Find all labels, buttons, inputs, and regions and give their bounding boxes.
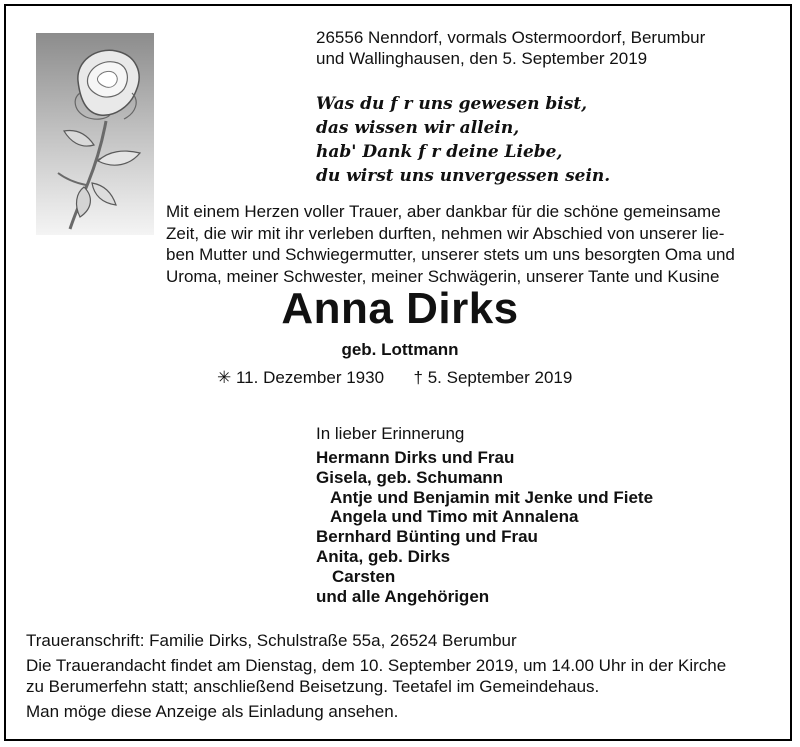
mourning-address: Traueranschrift: Familie Dirks, Schulstraße 55a, 26524 Berumbur xyxy=(26,631,517,650)
intro-line: Mit einem Herzen voller Trauer, aber dankbar für die schöne gemeinsame xyxy=(166,202,721,221)
poem-line: hab' Dank f r deine Liebe, xyxy=(316,142,563,162)
memory-label: In lieber Erinnerung xyxy=(316,424,465,443)
intro-text xyxy=(166,201,778,287)
mourner-line: Antje und Benjamin mit Jenke und Fiete xyxy=(330,487,654,507)
intro-line: Zeit, die wir mit ihr verleben durften, nehmen wir Abschied von unserer lie- xyxy=(166,223,725,243)
death-cross-icon: † xyxy=(413,368,423,387)
birth-star-icon: ✳ xyxy=(217,368,232,387)
memorial-poem xyxy=(316,92,676,188)
mourner-line: Bernhard Bünting und Frau xyxy=(316,527,538,547)
footer-info xyxy=(26,630,786,722)
poem-line: das wissen wir allein, xyxy=(316,118,520,138)
mourners-list xyxy=(316,448,653,606)
intro-line: Uroma, meiner Schwester, meiner Schwägerin, unserer Tante und Kusine xyxy=(166,266,720,286)
life-dates xyxy=(217,368,572,388)
mourner-line: und alle Angehörigen xyxy=(316,586,490,606)
intro-line: ben Mutter und Schwiegermutter, unserer stets um uns besorgten Oma und xyxy=(166,245,735,264)
invitation-note: Man möge diese Anzeige als Einladung ansehen. xyxy=(26,702,399,721)
place-line-1: 26556 Nenndorf, vormals Ostermoordorf, Berumbur xyxy=(316,28,706,47)
mourner-line: Angela und Timo mit Annalena xyxy=(330,507,579,527)
birth-name: geb. Lottmann xyxy=(341,340,459,359)
mourner-line: Carsten xyxy=(332,566,396,586)
birth-date: 11. Dezember 1930 xyxy=(235,368,385,387)
rose-illustration-icon xyxy=(36,33,154,235)
rose-panel xyxy=(36,33,154,235)
place-and-date xyxy=(316,27,776,69)
poem-line: Was du f r uns gewesen bist, xyxy=(316,94,588,114)
poem-line: du wirst uns unvergessen sein. xyxy=(316,166,611,186)
mourner-line: Gisela, geb. Schumann xyxy=(316,467,504,487)
mourner-line: Anita, geb. Dirks xyxy=(316,546,451,566)
mourner-line: Hermann Dirks und Frau xyxy=(316,448,515,467)
place-line-2: und Wallinghausen, den 5. September 2019 xyxy=(316,49,648,68)
service-info-line-2: zu Berumerfehn statt; anschließend Beisetzung. Teetafel im Gemeindehaus. xyxy=(26,677,600,696)
deceased-name: Anna Dirks xyxy=(281,284,519,333)
service-info-line-1: Die Trauerandacht findet am Dienstag, dem 10. September 2019, um 14.00 Uhr in der Kirche xyxy=(26,656,727,675)
death-date: 5. September 2019 xyxy=(427,368,573,387)
